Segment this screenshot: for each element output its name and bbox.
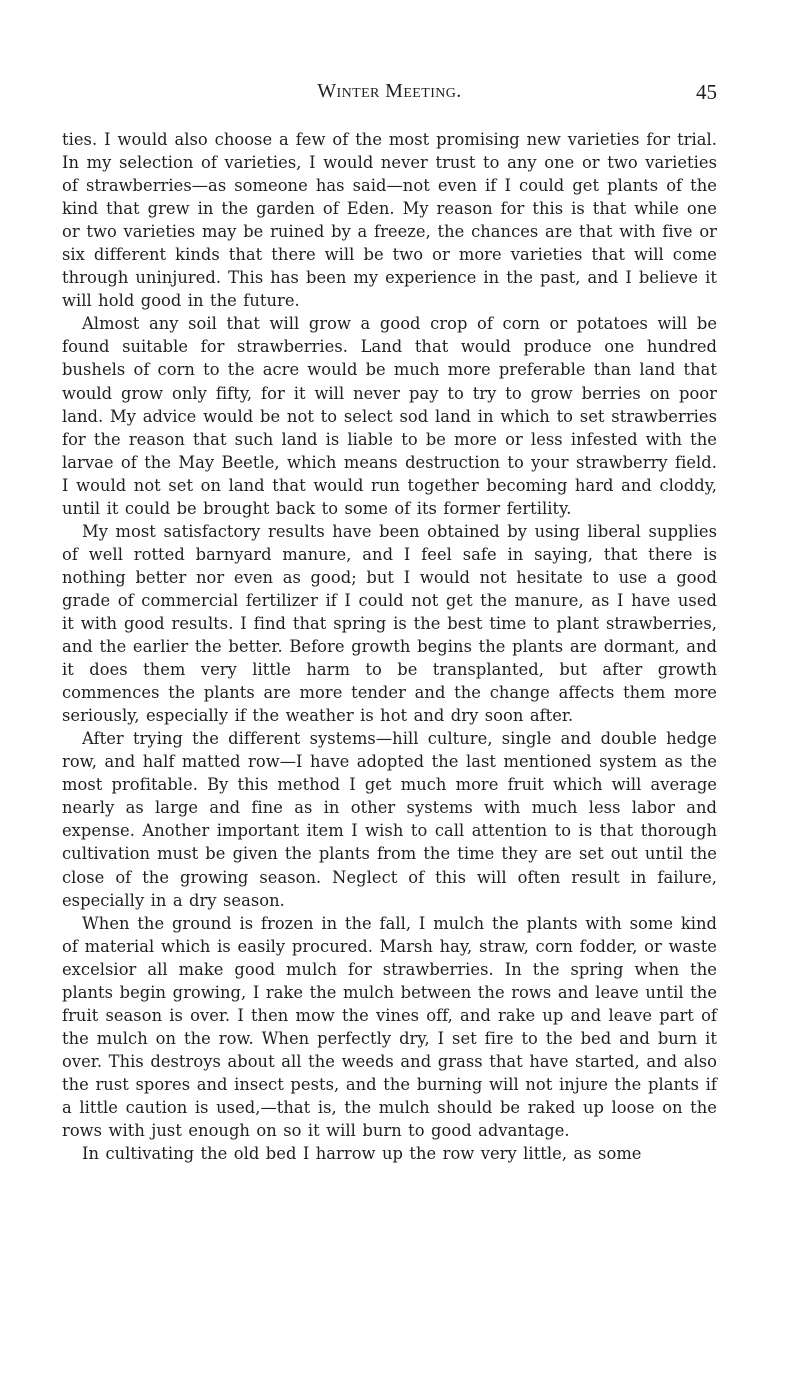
body-text xyxy=(62,128,717,1165)
paragraph-cultivating: In cultivating the old bed I harrow up the row very little, as some xyxy=(82,1144,642,1164)
paragraph-continuation: ties. I would also choose a few of the most promising new varieties for trial. In my selection of varieties, I would never trust to any one or two varieties of strawberries—as someone has said—not even if I could get plants of the kind that grew in the garden of Eden. My reason for this is that while one or two varieties may be ruined by a freeze, the chances are that with five or six different kinds that there will be two or more varieties that will come through uninjured. This has been my experience in the past, and I believe it will hold good in the future. xyxy=(62,130,717,311)
paragraph-soil: Almost any soil that will grow a good crop of corn or potatoes will be found suitable for strawberries. Land that would produce one hundred bushels of corn to the acre would be much more preferable than land that would grow only fifty, for it will never pay to try to grow berries on poor land. My advice would be not to select sod land in which to set strawberries for the reason that such land is liable to be more or less infested with the larvae of the May Beetle, which means destruction to your strawberry field. I would not set on land that would run together becoming hard and cloddy, until it could be brought back to some of its former fertility. xyxy=(62,314,717,518)
document-page xyxy=(62,80,717,1300)
paragraph-fertilizer: My most satisfactory results have been obtained by using liberal supplies of well rotted barnyard manure, and I feel safe in saying, that there is nothing better nor even as good; but I would not hesitate to use a good grade of commercial fertilizer if I could not get the manure, as I have used it with good results. I find that spring is the best time to plant strawberries, and the earlier the better. Before growth begins the plants are dormant, and it does them very little harm to be transplanted, but after growth commences the plants are more tender and the change affects them more seriously, especially if the weather is hot and dry soon after. xyxy=(62,521,717,726)
running-title: Winter Meeting. xyxy=(317,80,462,102)
paragraph-mulch: When the ground is frozen in the fall, I mulch the plants with some kind of material which is easily procured. Marsh hay, straw, corn fodder, or waste excelsior all make good mulch for strawberries. In the spring when the plants begin growing, I rake the mulch between the rows and leave until the fruit season is over. I then mow the vines off, and rake up and leave part of the mulch on the row. When perfectly dry, I set fire to the bed and burn it over. This destroys about all the weeds and grass that have started, and also the rust spores and insect pests, and the burning will not injure the plants if a little caution is used,—that is, the mulch should be raked up loose on the rows with just enough on so it will burn to good advantage. xyxy=(62,913,717,1141)
page-header xyxy=(62,80,717,114)
paragraph-systems: After trying the different systems—hill culture, single and double hedge row, and half matted row—I have adopted the last mentioned system as the most profitable. By this method I get much more fruit which will average nearly as large and fine as in other systems with much less labor and expense. Another important item I wish to call attention to is that thorough cultivation must be given the plants from the time they are set out until the close of the growing season. Neglect of this will often result in failure, especially in a dry season. xyxy=(62,729,717,910)
page-number: 45 xyxy=(696,80,717,104)
